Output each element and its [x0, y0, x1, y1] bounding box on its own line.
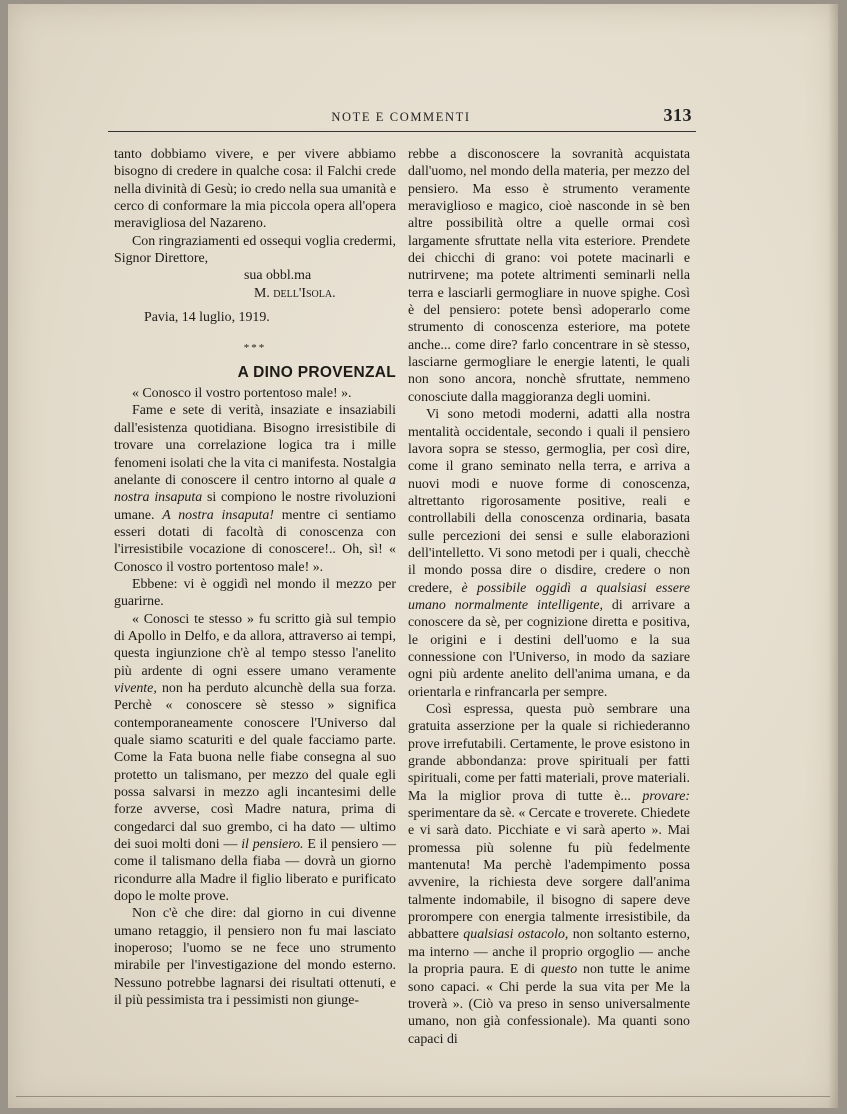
page-header [110, 105, 692, 130]
paragraph: Così espressa, questa può sembrare una gratuita asserzione per la quale si richiederanno prove irrefutabili. Certamente, le prove esistono in grande abbondanza: prove spirituali per fatti spirituali, come per fatti materiali, prove materiali. Ma la miglior prova di tutte è... provare: sperimentare da sè. « Cercate e troverete. Chiedete e vi sarà dato. Picchiate e vi sarà aperto ». Mai promessa più solenne fu più fedelmente mantenuta! Ma perchè l'adempimento possa avvenire, la richiesta deve sorgere dall'anima talmente indomabile, il bisogno di sapere deve prorompere con energia talmente irresistibile, da abbattere qualsiasi ostacolo, non soltanto esterno, ma interno — anche il proprio orgoglio — anche la propria paura. E di questo non tutte le anime sono capaci. « Chi perde la sua vita per Me la troverà ». (Ciò va preso in senso universalmente umano, non già confessionale). Ma quanti sono capaci di [408, 702, 690, 1047]
paragraph: rebbe a disconoscere la sovranità acquistata dall'uomo, nel mondo della materia, per mezzo del pensiero. Ma esso è strumento veramente meraviglioso e magico, cioè nasconde in sè ben altre possibilità oltre a quelle ormai così largamente sfruttate nella vita esteriore. Prendete dei chicchi di grano: voi potete macinarli e nutrirvene; ma potete altrimenti seminarli nella terra e lasciarli germogliare in nuove spighe. Così è del pensiero: potete bensì adoperarlo come strumento di conoscenza esteriore, ma potete anche... come dire? farlo concentrare in sè stesso, lasciarne germogliare le energie latenti, le quali non sono ancora, nonchè sfruttate, nemmeno conosciute dalla maggioranza degli uomini. [408, 147, 690, 405]
paragraph: « Conosci te stesso » fu scritto già sul tempio di Apollo in Delfo, e da allora, attraverso ai tempi, questa ingiunzione ch'è al tempo stesso l'anelito più ardente di ogni essere umano veramente vivente, non ha perduto alcunchè della sua forza. Perchè « conoscere sè stesso » significa contemporaneamente conoscere l'Universo dal quale siamo scaturiti e del quale facciamo parte. Come la Fata buona nelle fiabe consegna al suo protetto un talismano, per mezzo del quale egli possa salvarsi in mezzo agli incantesimi delle forze avverse, così Madre natura, prima di congedarci dal suo grembo, ci ha dato — ultimo dei suoi molti doni — il pensiero. E il pensiero — come il talismano della fiaba — dovrà un giorno ricondurre alla Madre il figlio liberato e purificato dopo le molte prove. [114, 611, 396, 905]
section-heading: A DINO PROVENZAL [237, 363, 396, 381]
header-rule [108, 131, 696, 132]
left-column [114, 146, 396, 1010]
letter-closing: sua obbl.ma [244, 268, 312, 284]
page-bottom-edge [16, 1096, 830, 1097]
epigraph-quote: « Conosco il vostro portentoso male! ». [132, 386, 352, 402]
right-column [408, 146, 690, 1048]
paragraph: tanto dobbiamo vivere, e per vivere abbiamo bisogno di credere in qualche cosa: il Falchi crede nella divinità di Gesù; io credo nella sua umanità e cerco di conformare la mia piccola opera all'opera meravigliosa del Nazareno. [114, 147, 396, 232]
dateline: Pavia, 14 luglio, 1919. [144, 310, 270, 326]
paragraph: Vi sono metodi moderni, adatti alla nostra mentalità occidentale, secondo i quali il pensiero lavora sopra se stesso, germoglia, per così dire, come il grano seminato nella terra, e arriva a nuovi modi e nuove forme di conoscenza, altrettanto rigorosamente positive, reali e controllabili della conoscenza ordinaria, basata sulle percezioni dei sensi e sulle elaborazioni dell'intelletto. Vi sono metodi per i quali, checchè il mondo possa dire o disdire, credere o non credere, è possibile oggidì a qualsiasi essere umano normalmente intelligente, di arrivare a conoscere da sè, per cognizione diretta e positiva, le origini e i destini dell'uomo e la sua connessione con l'Universo, in modo da saziare ogni più ardente anelito dell'anima umana, e da orientarla e rinfrancarla per sempre. [408, 407, 690, 700]
page-number: 313 [663, 105, 692, 125]
book-page [8, 4, 838, 1108]
paragraph: Ebbene: vi è oggidì nel mondo il mezzo per guarirne. [114, 576, 396, 610]
paragraph: Non c'è che dire: dal giorno in cui divenne umano retaggio, il pensiero non fu mai lasciato inoperoso; l'uomo se ne fece uno strumento mirabile per l'investigazione del mondo esterno. Nessuno potrebbe lagnarsi dei risultati ottenuti, e il più pessimista tra i pessimisti non giunge- [114, 906, 396, 1009]
section-separator: *** [243, 342, 267, 355]
page-edge-shadow [828, 4, 838, 1108]
signature: M. dell'Isola. [254, 285, 336, 301]
paragraph: Con ringraziamenti ed ossequi voglia credermi, Signor Direttore, [114, 233, 396, 267]
paragraph: Fame e sete di verità, insaziate e insaziabili dall'esistenza quotidiana. Bisogno irresistibile di trovare una correlazione logica tra i mille fenomeni isolati che la vita ci manifesta. Nostalgia anelante di conoscere il centro intorno al quale a nostra insaputa si compiono le nostre rivoluzioni umane. A nostra insaputa! mentre ci sentiamo esseri dotati di facoltà di conoscenza con l'irresistibile vocazione di conoscere!.. Oh, sì! « Conosco il vostro portentoso male! ». [114, 403, 396, 575]
running-title: NOTE E COMMENTI [331, 110, 471, 124]
